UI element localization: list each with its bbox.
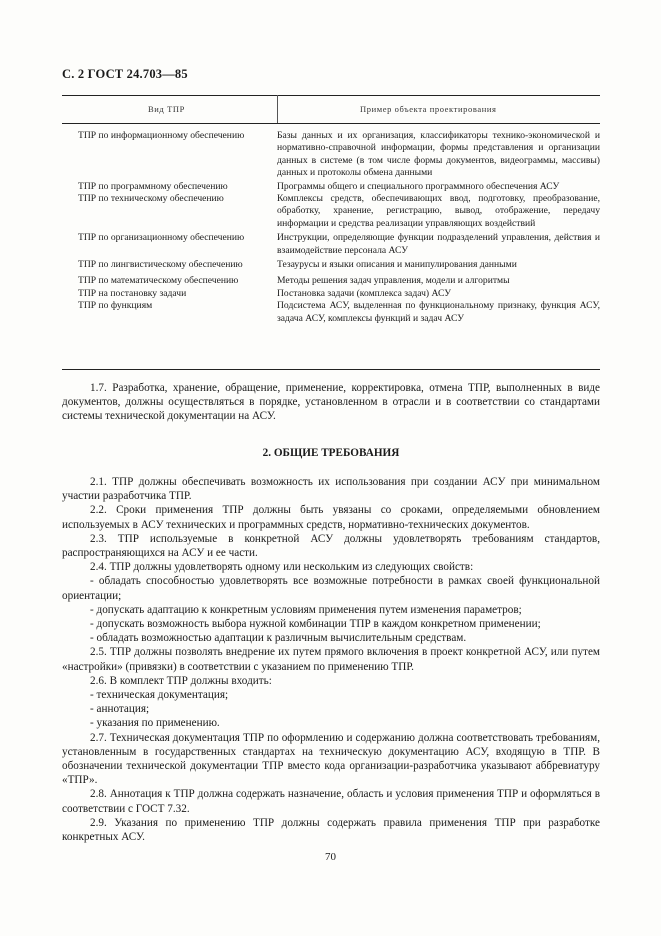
table-row — [62, 181, 600, 193]
paragraph: 2.8. Аннотация к ТПР должна содержать назначение, область и условия применения ТПР и оформляться в соответствии с ГОСТ 7.32. — [62, 788, 600, 815]
table-row — [62, 259, 600, 271]
section-2-body — [62, 475, 600, 844]
table-cell-kind: ТПР по техническому обеспечению — [78, 193, 224, 205]
table-row — [62, 193, 600, 230]
paragraph: 2.6. В комплект ТПР должны входить: — [90, 674, 272, 687]
table-cell-example: Тезаурусы и языки описания и манипулирования данными — [277, 259, 517, 271]
paragraph-1-7: 1.7. Разработка, хранение, обращение, применение, корректировка, отмена ТПР, выполненных в виде документов, должны осуществляться в порядке, установленном в отрасли и в соответствии со стандартами системы технической документации на АСУ. — [62, 382, 600, 423]
table-cell-kind: ТПР по информационному обеспечению — [78, 130, 245, 141]
list-item: - допускать адаптацию к конкретным условиям применения путем изменения параметров; — [90, 603, 522, 616]
paragraph: 2.3. ТПР используемые в конкретной АСУ должны удовлетворять требованиям стандартов, распространяющихся на АСУ и ее части. — [62, 532, 600, 560]
table-top-rule — [62, 95, 600, 96]
table-cell-example: Инструкции, определяющие функции подразделений управления, действия и взаимодействие персонала АСУ — [277, 232, 600, 256]
table-cell-kind: ТПР на постановку задачи — [78, 287, 187, 299]
table-header-rule — [62, 123, 600, 124]
table-cell-kind: ТПР по математическому обеспечению — [78, 275, 239, 287]
section-title: 2. ОБЩИЕ ТРЕБОВАНИЯ — [262, 447, 400, 459]
table-cell-kind: ТПР по организационному обеспечению — [78, 232, 245, 244]
table-col2-header: Пример объекта проектирования — [360, 104, 497, 114]
table-col1-header: Вид ТПР — [148, 104, 185, 114]
table-bottom-rule — [62, 369, 600, 370]
list-item: - указания по применению. — [90, 717, 220, 730]
paragraph: 2.9. Указания по применению ТПР должны содержать правила применения ТПР при разработке конкретных АСУ. — [62, 816, 600, 844]
table-cell-example: Постановка задачи (комплекса задач) АСУ — [277, 287, 452, 299]
list-item: - аннотация; — [90, 703, 150, 716]
page-number: 70 — [325, 851, 336, 863]
table-cell-example: Базы данных и их организация, классификаторы технико-экономической и нормативно-справочной информации, формы представления и организации данных в системе (в том числе формы документов, видеограммы, массивы) данных и протоколы обмена данными — [277, 130, 600, 179]
table-cell-kind: ТПР по лингвистическому обеспечению — [78, 259, 243, 271]
table-cell-example: Методы решения задач управления, модели и алгоритмы — [277, 275, 510, 287]
list-item: - обладать способностью удовлетворять все возможные потребности в рамках своей функциональной ориентации; — [62, 575, 600, 602]
table-cell-kind: ТПР по функциям — [78, 300, 153, 312]
table-cell-example: Подсистема АСУ, выделенная по функциональному признаку, функция АСУ, задача АСУ, комплексы функций и задач АСУ — [277, 300, 600, 324]
page-header: С. 2 ГОСТ 24.703—85 — [62, 67, 188, 81]
table-row — [62, 300, 600, 325]
list-item: - техническая документация; — [90, 689, 229, 702]
list-item: - допускать возможность выбора нужной комбинации ТПР в каждом конкретном применении; — [90, 618, 541, 631]
table-cell-example: Комплексы средств, обеспечивающих ввод, подготовку, преобразование, обработку, хранение, регистрацию, вывод, отображение, передачу информации и средства реализации управляющих воздействий — [277, 193, 600, 229]
table-body — [62, 130, 600, 325]
table-cell-example: Программы общего и специального программного обеспечения АСУ — [277, 180, 560, 192]
paragraph: 2.1. ТПР должны обеспечивать возможность их использования при создании АСУ при минимальном участии разработчика ТПР. — [62, 476, 600, 503]
table-header-divider — [277, 95, 278, 123]
table-row — [62, 130, 600, 180]
table-cell-kind: ТПР по программному обеспечению — [78, 180, 228, 192]
paragraph: 2.7. Техническая документация ТПР по оформлению и содержанию должна соответствовать требованиям, установленным в государственных стандартах на техническую документацию АСУ, входящую в ТПР. В обозначении технической документации ТПР вместо кода организации-разработчика указывают аббревиатуру «ТПР». — [62, 731, 600, 787]
paragraph-1-7-block — [62, 381, 600, 424]
table-row — [62, 232, 600, 257]
table-row — [62, 288, 600, 300]
paragraph: 2.5. ТПР должны позволять внедрение их путем прямого включения в проект конкретной АСУ, или путем «настройки» (привязки) в соответствии с указанием по применению ТПР. — [62, 646, 600, 673]
paragraph: 2.4. ТПР должны удовлетворять одному или нескольким из следующих свойств: — [90, 561, 474, 574]
paragraph: 2.2. Сроки применения ТПР должны быть увязаны со сроками, определяемыми обновлением используемых в АСУ технических и программных средств, нормативно-технических документов. — [62, 504, 600, 531]
list-item: - обладать возможностью адаптации к различным вычислительным средствам. — [90, 632, 467, 645]
table-row — [62, 275, 600, 287]
